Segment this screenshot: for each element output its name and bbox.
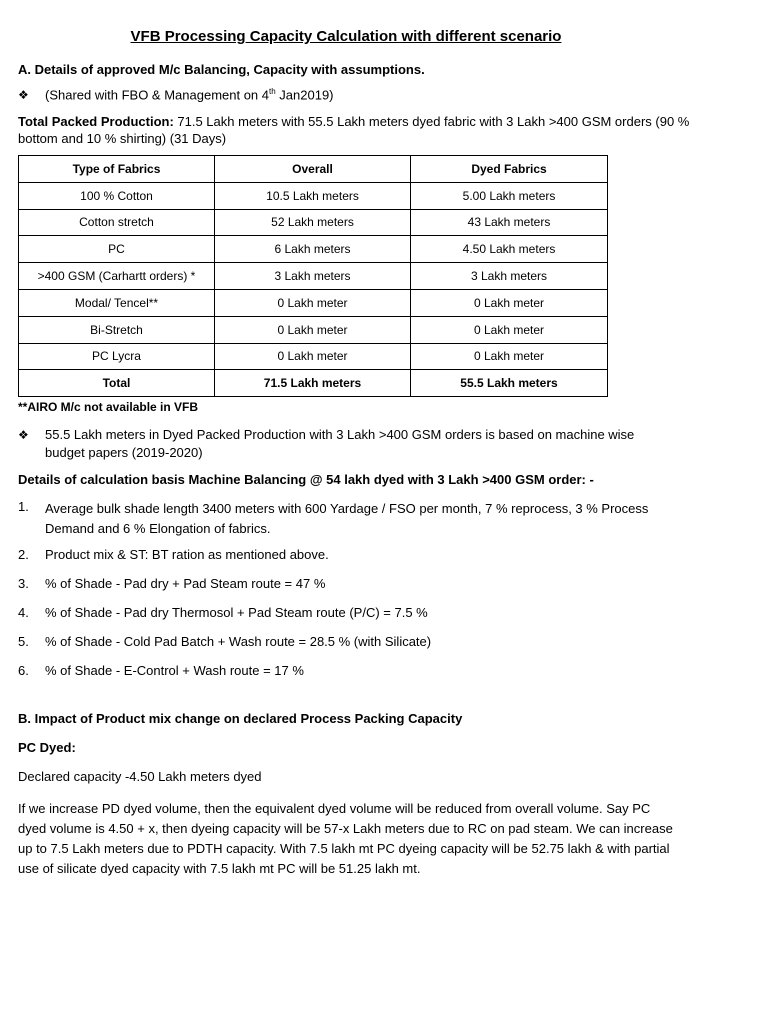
shared-note-superscript: th: [269, 87, 276, 96]
table-row: [19, 316, 608, 343]
list-number: 3.: [18, 576, 29, 591]
cell-type: 100 % Cotton: [19, 182, 215, 209]
list-item: Average bulk shade length 3400 meters with 600 Yardage / FSO per month, 7 % reprocess, 3 % Process Demand and 6 % Elongation of fabrics.: [45, 501, 649, 536]
table-row: [19, 182, 608, 209]
pc-dyed-label: PC Dyed:: [18, 740, 76, 755]
list-item: Product mix & ST: BT ration as mentioned above.: [45, 547, 329, 562]
cell-dyed: 3 Lakh meters: [411, 263, 608, 290]
list-number: 6.: [18, 663, 29, 678]
cell-dyed: 4.50 Lakh meters: [411, 236, 608, 263]
tpp-label: Total Packed Production:: [18, 114, 174, 129]
list-item: % of Shade - Pad dry Thermosol + Pad Steam route (P/C) = 7.5 %: [45, 605, 428, 620]
cell-overall: 10.5 Lakh meters: [215, 182, 411, 209]
cell-overall: 6 Lakh meters: [215, 236, 411, 263]
cell-overall: 0 Lakh meter: [215, 289, 411, 316]
table-row: [19, 263, 608, 290]
table-row: [19, 209, 608, 236]
cell-dyed: 43 Lakh meters: [411, 209, 608, 236]
list-item: % of Shade - E-Control + Wash route = 17 %: [45, 663, 304, 678]
header-dyed: Dyed Fabrics: [411, 156, 608, 183]
list-number: 1.: [18, 499, 29, 514]
cell-type: PC: [19, 236, 215, 263]
bullet-icon: ❖: [18, 88, 29, 102]
total-packed-production: [18, 113, 698, 147]
shared-note: [45, 87, 334, 102]
cell-overall: 3 Lakh meters: [215, 263, 411, 290]
total-label: Total: [19, 370, 215, 397]
airo-note: **AIRO M/c not available in VFB: [18, 400, 199, 414]
table-total-row: [19, 370, 608, 397]
cell-type: PC Lycra: [19, 343, 215, 370]
table-row: [19, 236, 608, 263]
header-overall: Overall: [215, 156, 411, 183]
cell-overall: 0 Lakh meter: [215, 343, 411, 370]
section-b-heading: B. Impact of Product mix change on declared Process Packing Capacity: [18, 711, 463, 726]
cell-overall: 52 Lakh meters: [215, 209, 411, 236]
calc-heading: Details of calculation basis Machine Balancing @ 54 lakh dyed with 3 Lakh >400 GSM order: -: [18, 472, 594, 487]
table-row: [19, 343, 608, 370]
table-row: [19, 289, 608, 316]
table-header-row: [19, 156, 608, 183]
cell-dyed: 5.00 Lakh meters: [411, 182, 608, 209]
total-dyed: 55.5 Lakh meters: [411, 370, 608, 397]
cell-type: Bi-Stretch: [19, 316, 215, 343]
impact-paragraph: If we increase PD dyed volume, then the equivalent dyed volume will be reduced from overall volume. Say PC dyed volume is 4.50 + x, then dyeing capacity will be 57-x Lakh meters due to RC on pad steam. We can increase up to 7.5 Lakh meters due to PDTH capacity. With 7.5 lakh mt PC dyeing capacity will be 52.75 lakh & with partial use of silicate dyed capacity with 7.5 lakh mt PC will be 51.25 lakh mt.: [18, 801, 673, 876]
shared-note-text: (Shared with FBO & Management on 4: [45, 87, 270, 103]
section-a-heading: A. Details of approved M/c Balancing, Capacity with assumptions.: [18, 62, 425, 77]
list-number: 4.: [18, 605, 29, 620]
total-overall: 71.5 Lakh meters: [215, 370, 411, 397]
list-number: 5.: [18, 634, 29, 649]
cell-type: Cotton stretch: [19, 209, 215, 236]
fabric-capacity-table: [18, 155, 608, 397]
bullet-icon: ❖: [18, 428, 29, 442]
cell-type: Modal/ Tencel**: [19, 289, 215, 316]
list-item: % of Shade - Cold Pad Batch + Wash route = 28.5 % (with Silicate): [45, 634, 432, 649]
tpp-text: 71.5 Lakh meters with 55.5 Lakh meters dyed fabric with 3 Lakh >400 GSM orders (90 % bottom and 10 % shirting) (31 Days): [18, 114, 690, 146]
shared-note-text-end: Jan2019): [275, 87, 334, 103]
cell-dyed: 0 Lakh meter: [411, 316, 608, 343]
cell-overall: 0 Lakh meter: [215, 316, 411, 343]
list-number: 2.: [18, 547, 29, 562]
document-title: VFB Processing Capacity Calculation with different scenario: [130, 28, 562, 45]
declared-capacity: Declared capacity -4.50 Lakh meters dyed: [18, 769, 262, 784]
list-item: % of Shade - Pad dry + Pad Steam route = 47 %: [45, 576, 326, 591]
cell-type: >400 GSM (Carhartt orders) *: [19, 263, 215, 290]
cell-dyed: 0 Lakh meter: [411, 289, 608, 316]
cell-dyed: 0 Lakh meter: [411, 343, 608, 370]
budget-note: 55.5 Lakh meters in Dyed Packed Production with 3 Lakh >400 GSM orders is based on machine wise budget papers (2019-2020): [45, 427, 635, 460]
header-type: Type of Fabrics: [19, 156, 215, 183]
